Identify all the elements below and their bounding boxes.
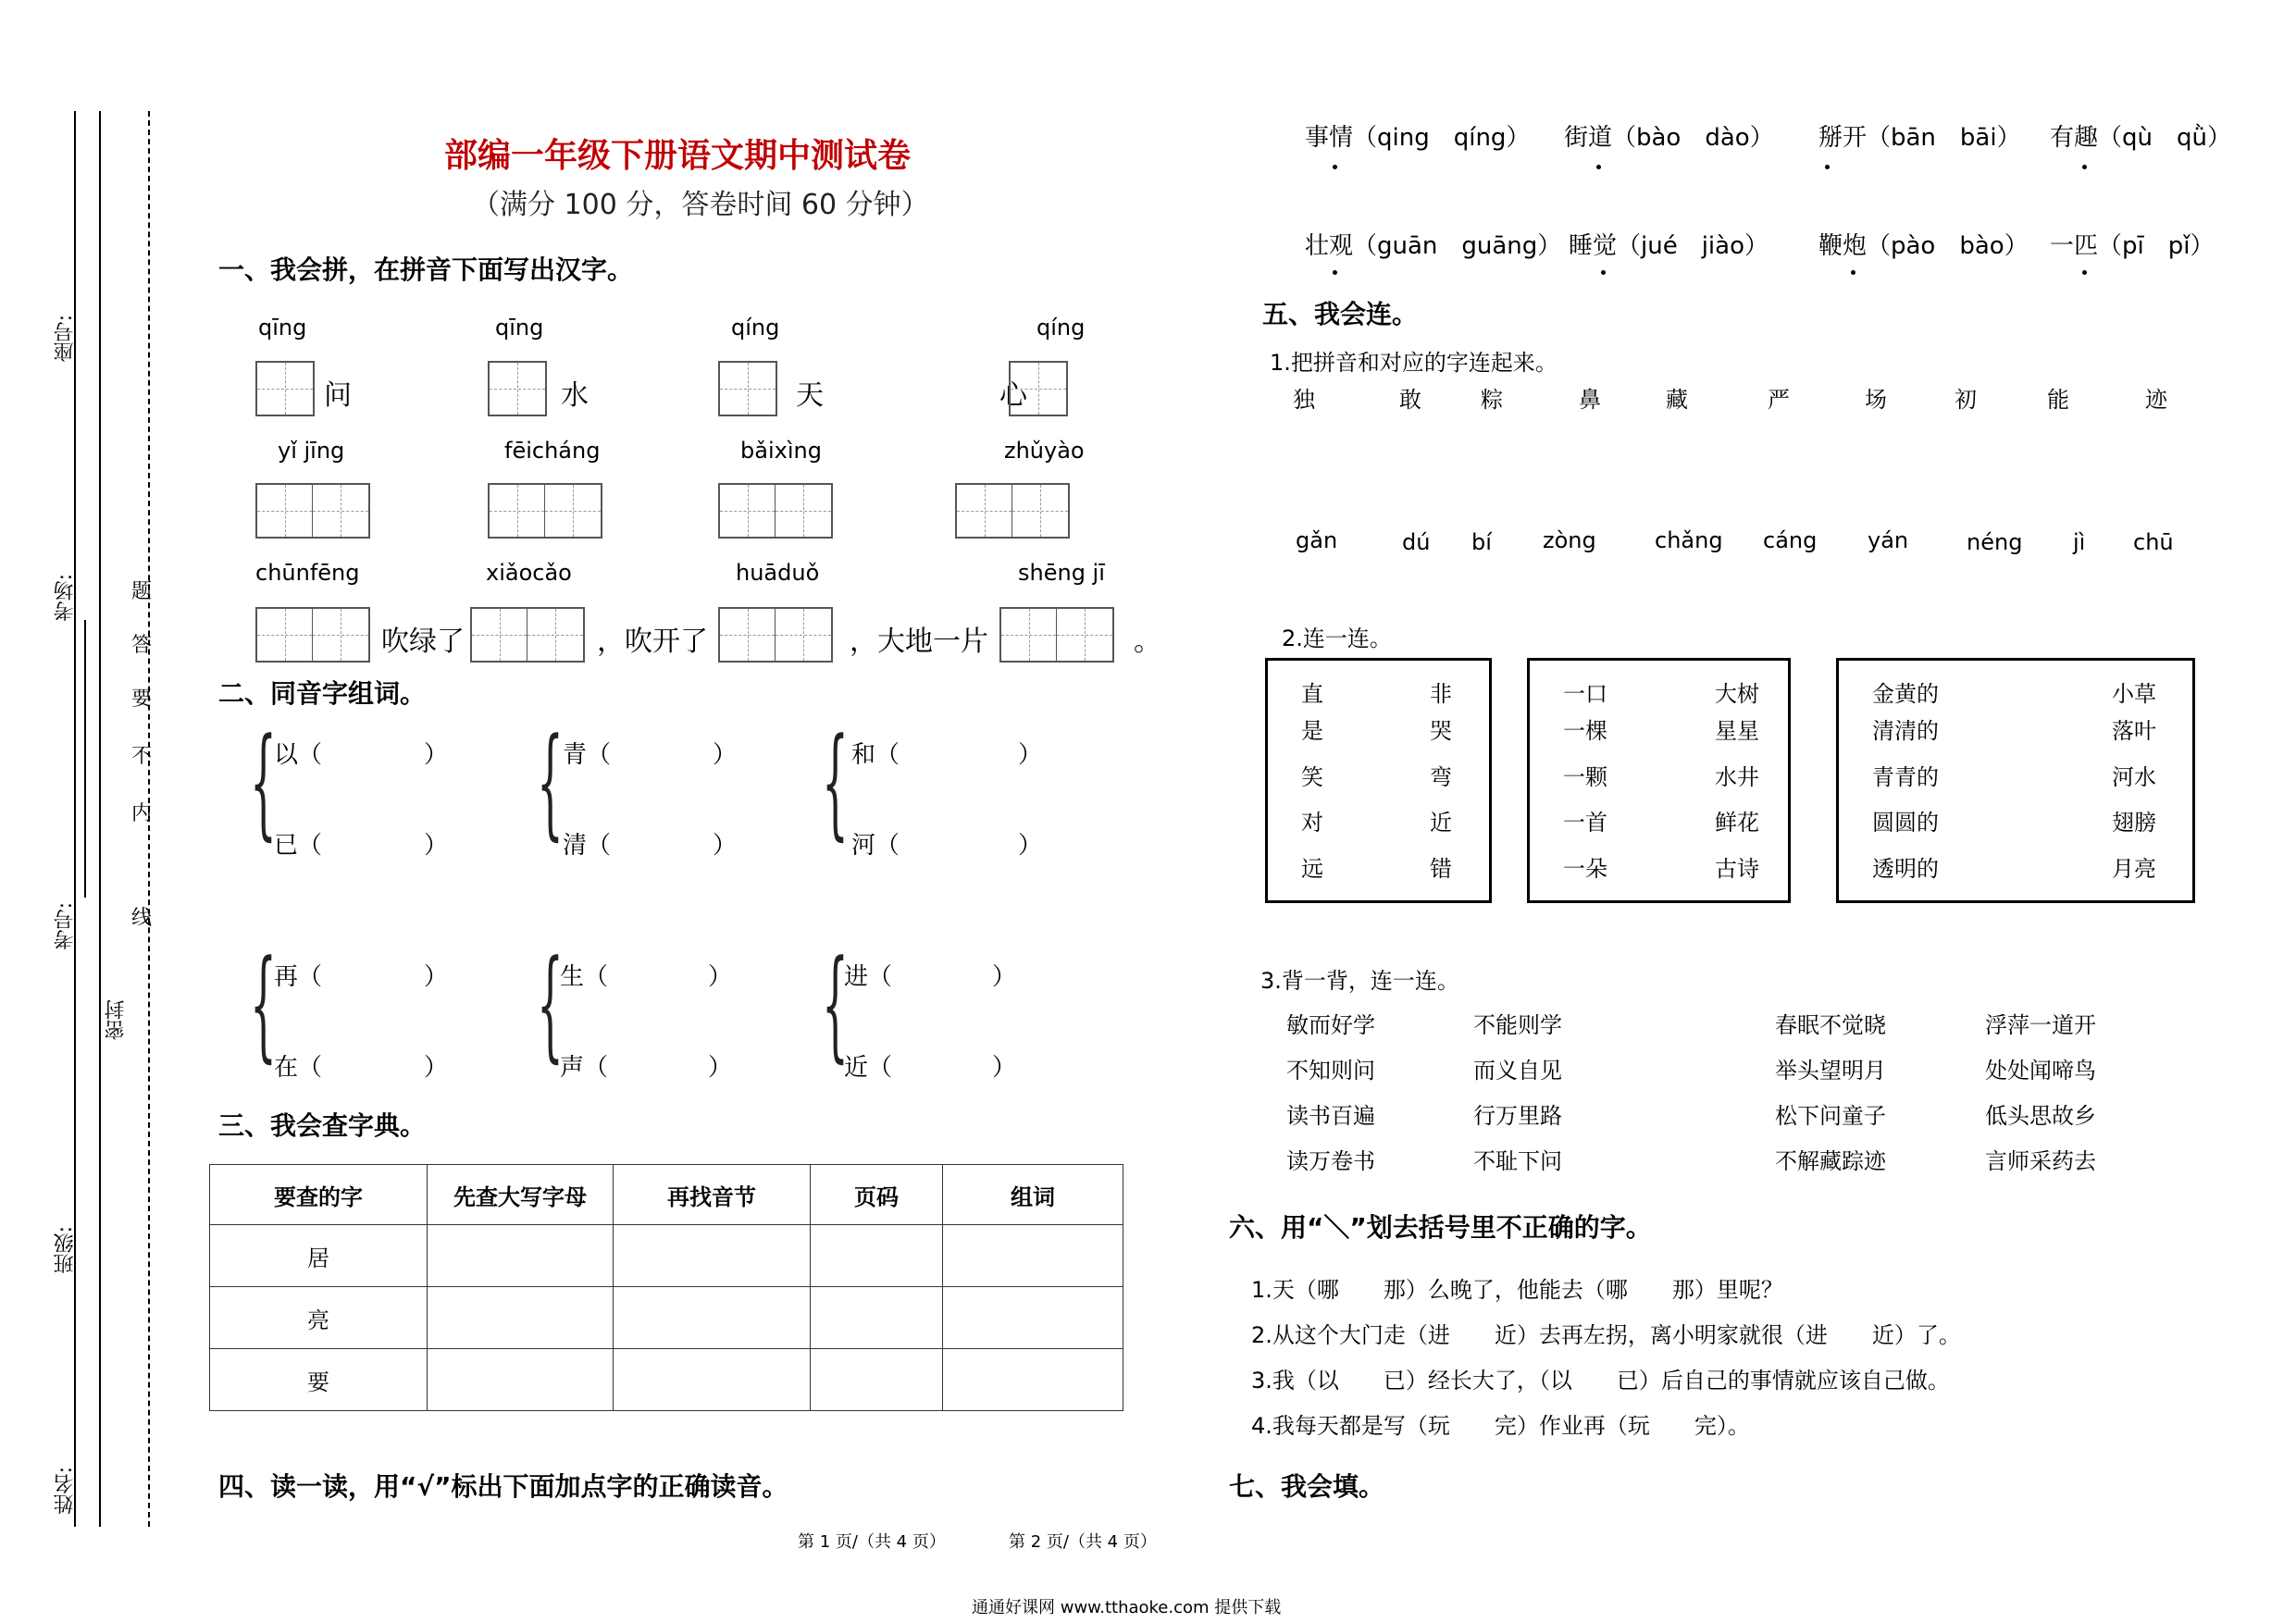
homophone-char: 青（	[563, 741, 612, 769]
answer-cell[interactable]	[614, 1349, 811, 1411]
word-writing-box[interactable]	[255, 607, 370, 663]
notice-char: 答	[131, 634, 153, 657]
sentence-text: 吹绿了	[381, 626, 465, 658]
exam-title: 部编一年级下册语文期中测试卷	[444, 137, 912, 175]
recite-item[interactable]: 春眠不觉晓	[1775, 1012, 1886, 1038]
section-4-title: 四、读一读，用“√”标出下面加点字的正确读音。	[218, 1471, 788, 1502]
recite-item[interactable]: 不解藏踪迹	[1775, 1148, 1886, 1174]
match-left[interactable]: 一朵	[1563, 856, 1607, 882]
answer-cell[interactable]	[428, 1225, 614, 1287]
emphasis-dot	[1825, 165, 1830, 169]
match-char[interactable]: 独	[1293, 387, 1315, 413]
reading-choice[interactable]: 壮观（guān guāng）	[1305, 232, 1562, 260]
answer-cell[interactable]	[428, 1287, 614, 1349]
brace-icon: {	[822, 712, 849, 852]
s5-q1: 1.把拼音和对应的字连起来。	[1270, 350, 1558, 376]
given-char: 心	[999, 379, 1027, 412]
recite-item[interactable]: 低头思故乡	[1985, 1103, 2096, 1129]
match-right[interactable]: 翅膀	[2112, 810, 2156, 836]
page-number-2: 第 2 页/（共 4 页）	[1009, 1532, 1157, 1552]
source-credit: 通通好课网 www.tthaoke.com 提供下载	[972, 1598, 1282, 1617]
paren-close: ）	[708, 1054, 733, 1082]
match-right[interactable]: 大树	[1715, 681, 1759, 707]
exam-no-underline	[84, 620, 86, 898]
recite-item[interactable]: 言师采药去	[1985, 1148, 2096, 1174]
given-char: 问	[324, 379, 352, 412]
recite-item[interactable]: 不耻下问	[1473, 1148, 1562, 1174]
pinyin-label: shēng jī	[1018, 560, 1105, 586]
table-row	[210, 1349, 1123, 1411]
emphasis-dot	[1333, 270, 1337, 275]
paren-close: ）	[1018, 832, 1043, 860]
name-label: 姓名:	[54, 1467, 77, 1515]
recite-item[interactable]: 不知则问	[1286, 1058, 1375, 1084]
emphasis-dot	[1596, 165, 1601, 169]
char-writing-box[interactable]	[488, 361, 547, 416]
match-right[interactable]: 落叶	[2112, 718, 2156, 744]
word-writing-box[interactable]	[718, 483, 833, 539]
answer-cell[interactable]	[811, 1287, 943, 1349]
notice-char: 题	[131, 580, 153, 603]
match-char[interactable]: 能	[2047, 387, 2069, 413]
paren-close: ）	[424, 963, 449, 991]
match-pinyin[interactable]: yán	[1868, 527, 1909, 553]
match-left[interactable]: 金黄的	[1872, 681, 1939, 707]
match-pinyin[interactable]: dú	[1402, 529, 1431, 555]
answer-cell[interactable]	[614, 1225, 811, 1287]
table-header-row	[210, 1165, 1123, 1225]
match-right[interactable]: 河水	[2112, 764, 2156, 790]
match-right[interactable]: 古诗	[1715, 856, 1759, 882]
pinyin-label: chūnfēng	[255, 560, 360, 586]
brace-icon: {	[250, 934, 277, 1074]
match-right[interactable]: 鲜花	[1715, 810, 1759, 836]
table-row	[210, 1287, 1123, 1349]
dictionary-table	[209, 1164, 1123, 1411]
match-char[interactable]: 严	[1768, 387, 1790, 413]
match-right[interactable]: 星星	[1715, 718, 1759, 744]
homophone-char: 在（	[274, 1054, 323, 1082]
pinyin-label: qíng	[731, 315, 780, 341]
answer-cell[interactable]	[943, 1349, 1123, 1411]
exam-number-label: 考号:	[54, 902, 77, 950]
sentence-text: 。	[1134, 626, 1161, 658]
emphasis-dot	[1851, 270, 1855, 275]
pinyin-label: qīng	[258, 315, 307, 341]
homophone-char: 进（	[844, 963, 893, 991]
table-row	[210, 1225, 1123, 1287]
match-left[interactable]: 远	[1301, 856, 1323, 882]
pinyin-label: zhǔyào	[1004, 438, 1085, 464]
match-char[interactable]: 鼻	[1579, 387, 1601, 413]
recite-item[interactable]: 读万卷书	[1286, 1148, 1375, 1174]
match-char[interactable]: 藏	[1666, 387, 1688, 413]
section-1-title: 一、我会拼，在拼音下面写出汉字。	[218, 254, 634, 285]
brace-icon: {	[537, 712, 564, 852]
word-writing-box[interactable]	[718, 607, 833, 663]
char-writing-box[interactable]	[718, 361, 777, 416]
match-left[interactable]: 一棵	[1563, 718, 1607, 744]
section-6-title: 六、用“＼”划去括号里不正确的字。	[1229, 1212, 1652, 1243]
recite-item[interactable]: 松下问童子	[1775, 1103, 1886, 1129]
sentence-text: ，吹开了	[597, 626, 708, 658]
table-header: 页码	[811, 1165, 943, 1225]
match-pinyin[interactable]: cáng	[1763, 527, 1818, 553]
section-3-title: 三、我会查字典。	[218, 1110, 427, 1141]
match-char[interactable]: 敢	[1399, 387, 1421, 413]
section-2-title: 二、同音字组词。	[218, 678, 427, 709]
emphasis-dot	[2082, 165, 2087, 169]
match-box-2	[1527, 658, 1791, 903]
paren-close: ）	[424, 1054, 449, 1082]
table-header: 要查的字	[210, 1165, 428, 1225]
correction-sentence[interactable]: 1.天（哪 那）么晚了，他能去（哪 那）里呢？	[1251, 1277, 1783, 1303]
class-label: 班级:	[54, 1226, 77, 1274]
exam-subtitle: （满分 100 分，答卷时间 60 分钟）	[472, 189, 929, 221]
brace-icon: {	[250, 712, 277, 852]
seal-label: 密封	[105, 999, 128, 1040]
word-writing-box[interactable]	[999, 607, 1114, 663]
match-right[interactable]: 弯	[1430, 764, 1452, 790]
paren-close: ）	[424, 741, 449, 769]
match-pinyin[interactable]: chū	[2133, 529, 2174, 555]
match-right[interactable]: 水井	[1715, 764, 1759, 790]
recite-item[interactable]: 浮萍一道开	[1985, 1012, 2096, 1038]
match-left[interactable]: 一颗	[1563, 764, 1607, 790]
sentence-text: ，大地一片	[850, 626, 988, 658]
paren-close: ）	[1018, 741, 1043, 769]
match-pinyin[interactable]: jì	[2073, 529, 2086, 555]
answer-cell[interactable]	[811, 1349, 943, 1411]
paren-close: ）	[713, 741, 738, 769]
reading-choice[interactable]: 鞭炮（pào bào）	[1818, 232, 2029, 260]
pinyin-label: qīng	[495, 315, 544, 341]
reading-choice[interactable]: 掰开（bān bāi）	[1818, 124, 2021, 152]
word-writing-box[interactable]	[488, 483, 602, 539]
match-left[interactable]: 对	[1301, 810, 1323, 836]
match-left[interactable]: 一首	[1563, 810, 1607, 836]
homophone-char: 清（	[563, 832, 612, 860]
paren-close: ）	[992, 1054, 1017, 1082]
match-char[interactable]: 初	[1955, 387, 1977, 413]
pinyin-label: fēicháng	[504, 438, 601, 464]
match-right[interactable]: 近	[1430, 810, 1452, 836]
match-box-1	[1265, 658, 1492, 903]
pinyin-label: bǎixìng	[740, 438, 822, 464]
match-right[interactable]: 小草	[2112, 681, 2156, 707]
answer-cell[interactable]	[428, 1349, 614, 1411]
answer-cell[interactable]	[943, 1225, 1123, 1287]
homophone-char: 和（	[851, 741, 900, 769]
word-writing-box[interactable]	[470, 607, 585, 663]
recite-item[interactable]: 而义自见	[1473, 1058, 1562, 1084]
given-char: 水	[561, 379, 589, 412]
match-box-3	[1836, 658, 2195, 903]
match-left[interactable]: 透明的	[1872, 856, 1939, 882]
match-pinyin[interactable]: gǎn	[1296, 527, 1338, 553]
answer-cell[interactable]	[811, 1225, 943, 1287]
table-header: 先查大写字母	[428, 1165, 614, 1225]
homophone-char: 声（	[560, 1054, 609, 1082]
match-left[interactable]: 笑	[1301, 764, 1323, 790]
match-char[interactable]: 迹	[2145, 387, 2167, 413]
paren-close: ）	[708, 963, 733, 991]
homophone-char: 再（	[274, 963, 323, 991]
given-char: 天	[796, 379, 824, 412]
paren-close: ）	[713, 832, 738, 860]
homophone-char: 已（	[274, 832, 323, 860]
pinyin-label: qíng	[1036, 315, 1086, 341]
notice-char: 不	[131, 745, 153, 768]
match-left[interactable]: 一口	[1563, 681, 1607, 707]
homophone-char: 以（	[274, 741, 323, 769]
match-char[interactable]: 粽	[1481, 387, 1503, 413]
page-number-1: 第 1 页/（共 4 页）	[798, 1532, 946, 1552]
word-writing-box[interactable]	[255, 483, 370, 539]
match-right[interactable]: 月亮	[2112, 856, 2156, 882]
pinyin-label: yǐ jīng	[278, 438, 345, 464]
brace-icon: {	[537, 934, 564, 1074]
paren-close: ）	[424, 832, 449, 860]
table-header: 组词	[943, 1165, 1123, 1225]
homophone-char: 生（	[560, 963, 609, 991]
match-pinyin[interactable]: zòng	[1543, 527, 1596, 553]
lookup-char: 要	[210, 1349, 428, 1411]
table-header: 再找音节	[614, 1165, 811, 1225]
section-5-title: 五、我会连。	[1262, 299, 1419, 329]
match-pinyin[interactable]: chǎng	[1655, 527, 1723, 553]
match-char[interactable]: 场	[1865, 387, 1887, 413]
match-right[interactable]: 非	[1430, 681, 1452, 707]
match-right[interactable]: 哭	[1430, 718, 1452, 744]
brace-icon: {	[822, 934, 849, 1074]
recite-item[interactable]: 处处闻啼鸟	[1985, 1058, 2096, 1084]
reading-choice[interactable]: 一匹（pī pǐ）	[2050, 232, 2215, 260]
reading-choice[interactable]: 街道（bào dào）	[1564, 124, 1774, 152]
answer-cell[interactable]	[943, 1287, 1123, 1349]
recite-item[interactable]: 读书百遍	[1286, 1103, 1375, 1129]
emphasis-dot	[1601, 270, 1606, 275]
recite-item[interactable]: 行万里路	[1473, 1103, 1562, 1129]
correction-sentence[interactable]: 3.我（以 已）经长大了，（以 已）后自己的事情就应该自己做。	[1251, 1368, 1950, 1394]
emphasis-dot	[1333, 165, 1337, 169]
answer-cell[interactable]	[614, 1287, 811, 1349]
notice-char: 要	[131, 688, 153, 711]
notice-char: 内	[131, 802, 153, 825]
match-left[interactable]: 圆圆的	[1872, 810, 1939, 836]
s5-q2: 2.连一连。	[1282, 626, 1392, 651]
pinyin-label: xiǎocǎo	[486, 560, 572, 586]
section-7-title: 七、我会填。	[1229, 1471, 1385, 1502]
margin-line-inner	[99, 111, 101, 1527]
recite-item[interactable]: 举头望明月	[1775, 1058, 1886, 1084]
match-pinyin[interactable]: bí	[1471, 529, 1492, 555]
word-writing-box[interactable]	[955, 483, 1070, 539]
room-label: 考场:	[54, 574, 77, 622]
pinyin-label: huāduǒ	[736, 560, 820, 586]
emphasis-dot	[2082, 270, 2087, 275]
match-right[interactable]: 错	[1430, 856, 1452, 882]
match-left[interactable]: 直	[1301, 681, 1323, 707]
homophone-char: 河（	[851, 832, 900, 860]
char-writing-box[interactable]	[255, 361, 315, 416]
reading-choice[interactable]: 睡觉（jué jiào）	[1569, 232, 1769, 260]
match-left[interactable]: 清清的	[1872, 718, 1939, 744]
s5-q3: 3.背一背，连一连。	[1260, 968, 1459, 994]
recite-item[interactable]: 敏而好学	[1286, 1012, 1375, 1038]
reading-choice[interactable]: 有趣（qù qǜ）	[2050, 124, 2231, 152]
match-left[interactable]: 青青的	[1872, 764, 1939, 790]
correction-sentence[interactable]: 2.从这个大门走（进 近）去再左拐，离小明家就很（进 近）了。	[1251, 1322, 1961, 1348]
char-writing-box[interactable]	[1009, 361, 1068, 416]
recite-item[interactable]: 不能则学	[1473, 1012, 1562, 1038]
correction-sentence[interactable]: 4.我每天都是写（玩 完）作业再（玩 完）。	[1251, 1413, 1750, 1439]
reading-choice[interactable]: 事情（qing qíng）	[1305, 124, 1531, 152]
notice-char: 线	[131, 907, 153, 930]
seat-label: 座号:	[54, 315, 77, 363]
lookup-char: 居	[210, 1225, 428, 1287]
match-left[interactable]: 是	[1301, 718, 1323, 744]
paren-close: ）	[992, 963, 1017, 991]
match-pinyin[interactable]: néng	[1967, 529, 2023, 555]
lookup-char: 亮	[210, 1287, 428, 1349]
homophone-char: 近（	[844, 1054, 893, 1082]
